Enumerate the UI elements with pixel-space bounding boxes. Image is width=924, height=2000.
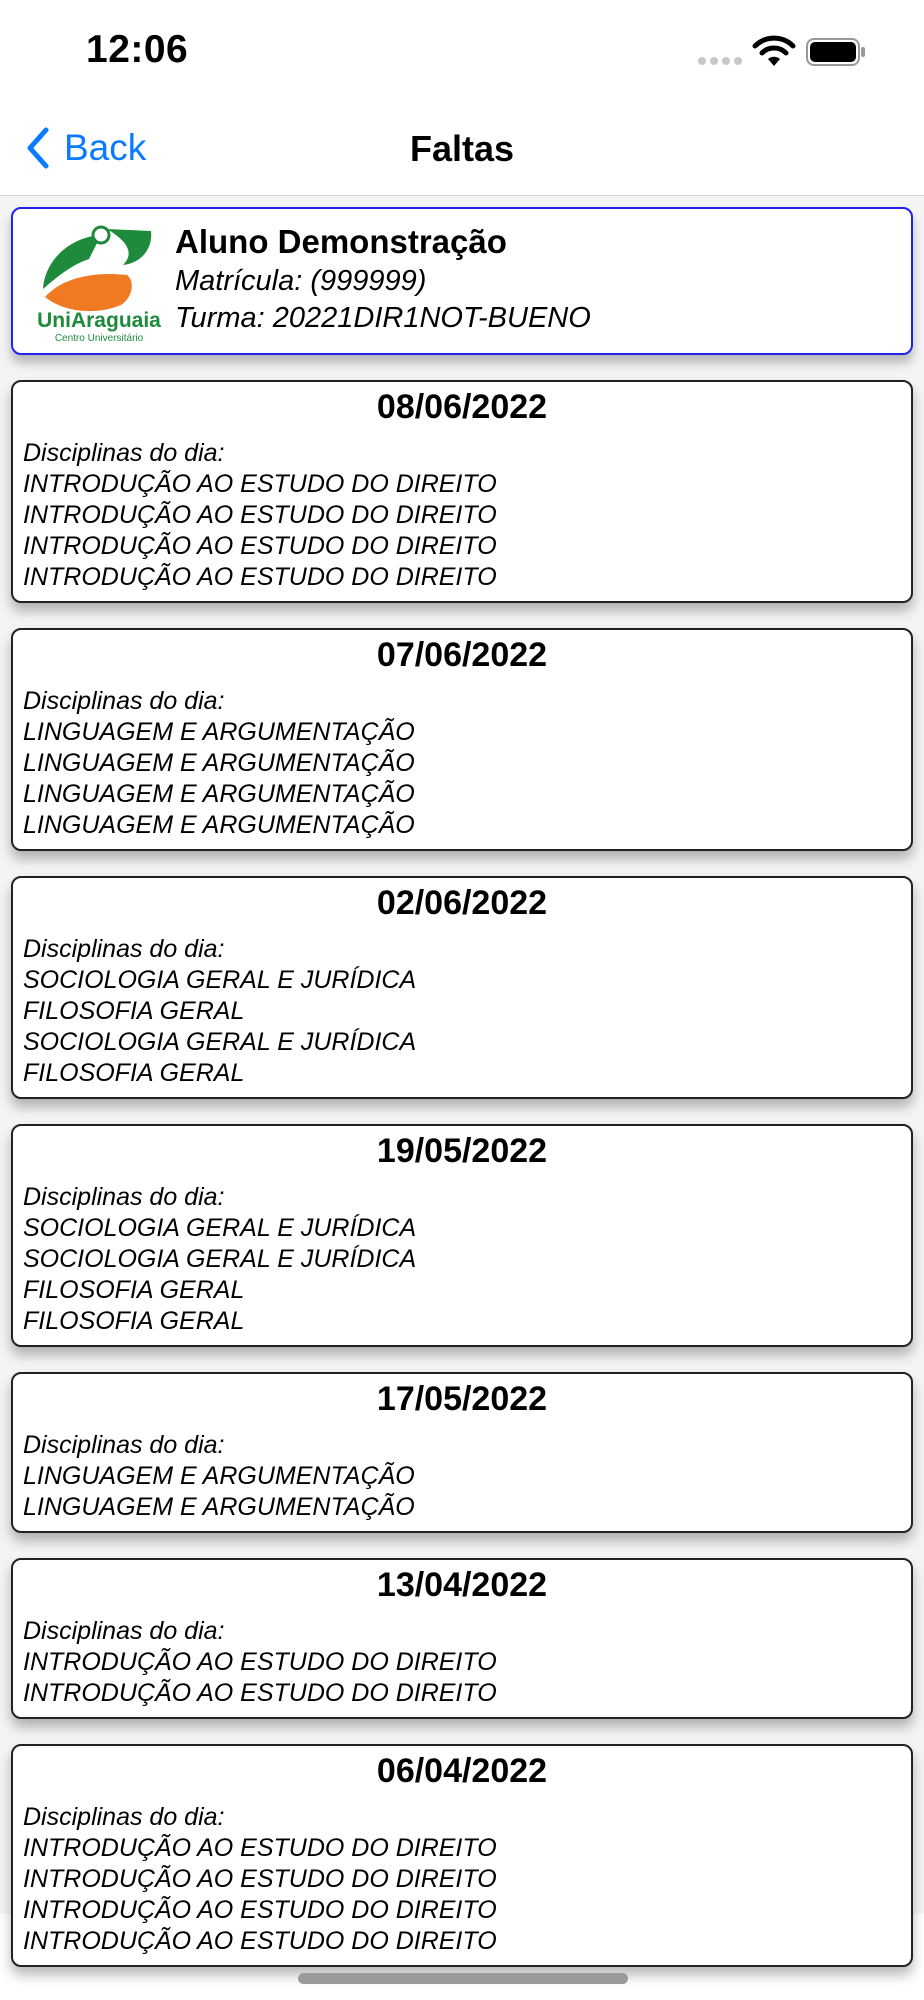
signal-dots-icon: [698, 57, 742, 65]
absence-day-card: [11, 1124, 913, 1347]
student-card: [11, 207, 913, 355]
navigation-bar: [0, 100, 924, 196]
status-bar: [0, 0, 924, 100]
absence-date: 02/06/2022: [376, 884, 548, 922]
absence-day-card: [11, 876, 913, 1099]
subject-item: SOCIOLOGIA GERAL E JURÍDICA: [23, 1245, 417, 1273]
subject-item: INTRODUÇÃO AO ESTUDO DO DIREITO: [23, 1927, 497, 1955]
subjects-heading: Disciplinas do dia:: [23, 935, 225, 963]
subject-item: INTRODUÇÃO AO ESTUDO DO DIREITO: [23, 563, 497, 591]
page-title: Faltas: [409, 128, 515, 169]
subject-item: INTRODUÇÃO AO ESTUDO DO DIREITO: [23, 1865, 497, 1893]
subject-item: LINGUAGEM E ARGUMENTAÇÃO: [23, 1462, 415, 1490]
subject-item: LINGUAGEM E ARGUMENTAÇÃO: [23, 718, 415, 746]
wifi-icon: [752, 36, 796, 68]
battery-icon: [806, 38, 866, 66]
subject-item: SOCIOLOGIA GERAL E JURÍDICA: [23, 966, 417, 994]
absence-date: 07/06/2022: [376, 636, 548, 674]
absences-list[interactable]: [0, 196, 924, 1955]
subject-item: INTRODUÇÃO AO ESTUDO DO DIREITO: [23, 1648, 497, 1676]
subject-item: INTRODUÇÃO AO ESTUDO DO DIREITO: [23, 470, 497, 498]
absence-date: 17/05/2022: [376, 1380, 548, 1418]
subject-item: INTRODUÇÃO AO ESTUDO DO DIREITO: [23, 1896, 497, 1924]
subjects-heading: Disciplinas do dia:: [23, 687, 225, 715]
subject-item: LINGUAGEM E ARGUMENTAÇÃO: [23, 1493, 415, 1521]
student-class: Turma: 20221DIR1NOT-BUENO: [175, 302, 591, 334]
logo-subtext: Centro Universitário: [54, 333, 144, 344]
logo-text: UniAraguaia: [37, 309, 161, 332]
absence-day-card: [11, 1744, 913, 1967]
subject-item: FILOSOFIA GERAL: [23, 997, 245, 1025]
subject-item: FILOSOFIA GERAL: [23, 1059, 245, 1087]
subject-item: INTRODUÇÃO AO ESTUDO DO DIREITO: [23, 1834, 497, 1862]
absence-day-card: [11, 1372, 913, 1533]
subjects-heading: Disciplinas do dia:: [23, 1617, 225, 1645]
subject-item: INTRODUÇÃO AO ESTUDO DO DIREITO: [23, 501, 497, 529]
subject-item: LINGUAGEM E ARGUMENTAÇÃO: [23, 780, 415, 808]
subjects-heading: Disciplinas do dia:: [23, 439, 225, 467]
subjects-heading: Disciplinas do dia:: [23, 1803, 225, 1831]
subject-item: SOCIOLOGIA GERAL E JURÍDICA: [23, 1028, 417, 1056]
absence-day-card: [11, 628, 913, 851]
day-list: [0, 380, 924, 1967]
back-label: Back: [64, 127, 147, 168]
subject-item: FILOSOFIA GERAL: [23, 1307, 245, 1335]
subjects-heading: Disciplinas do dia:: [23, 1431, 225, 1459]
absence-date: 06/04/2022: [376, 1752, 548, 1790]
subject-item: LINGUAGEM E ARGUMENTAÇÃO: [23, 749, 415, 777]
university-logo: [31, 219, 167, 345]
subjects-heading: Disciplinas do dia:: [23, 1183, 225, 1211]
student-registration: Matrícula: (999999): [175, 265, 427, 297]
home-indicator[interactable]: [298, 1973, 628, 1984]
absence-day-card: [11, 380, 913, 603]
subject-item: LINGUAGEM E ARGUMENTAÇÃO: [23, 811, 415, 839]
subject-item: SOCIOLOGIA GERAL E JURÍDICA: [23, 1214, 417, 1242]
absence-day-card: [11, 1558, 913, 1719]
subject-item: INTRODUÇÃO AO ESTUDO DO DIREITO: [23, 1679, 497, 1707]
absence-date: 19/05/2022: [376, 1132, 548, 1170]
absence-date: 13/04/2022: [376, 1566, 548, 1604]
subject-item: FILOSOFIA GERAL: [23, 1276, 245, 1304]
subject-item: INTRODUÇÃO AO ESTUDO DO DIREITO: [23, 532, 497, 560]
absence-date: 08/06/2022: [376, 388, 548, 426]
status-time: 12:06: [86, 28, 189, 71]
student-name: Aluno Demonstração: [175, 223, 507, 260]
